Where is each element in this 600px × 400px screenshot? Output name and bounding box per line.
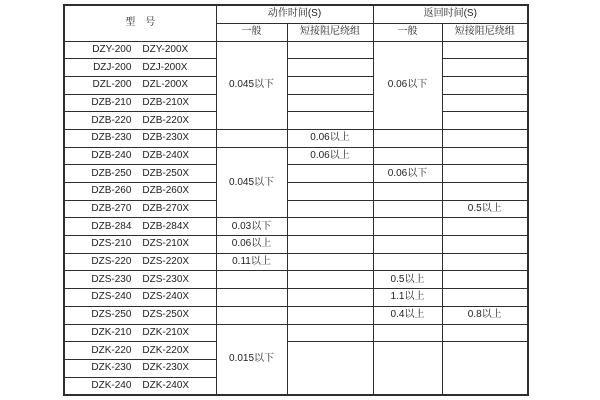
model-cell [64,165,216,183]
header-return-damping: 短接阻尼绕组 [442,23,528,41]
model-cell [64,129,216,147]
table-row [64,41,528,59]
model-name-x: DZK-210X [142,326,190,338]
empty-cell [442,289,528,307]
model-name: DZB-260 [91,185,132,197]
empty-cell [216,129,287,147]
model-cell [64,359,216,377]
empty-cell [442,236,528,254]
value-cell-action-damping: 0.06以上 [287,147,373,165]
value-cell-action-general: 0.03以下 [216,218,287,236]
empty-cell [287,183,373,201]
model-name-x: DZK-220X [142,344,190,356]
model-cell [64,289,216,307]
empty-cell [373,218,442,236]
value-cell-return-general: 0.5以上 [373,271,442,289]
model-name: DZY-200 [92,43,132,55]
table-row [64,324,528,342]
value-cell-action-general: 0.015以下 [216,324,287,395]
relay-timing-spec-table [63,4,529,396]
table-row [64,129,528,147]
value-cell-action-general: 0.045以下 [216,41,287,129]
empty-cell [287,253,373,271]
model-cell [64,59,216,77]
table-row [64,165,528,183]
empty-cell [442,183,528,201]
value-cell-return-general: 0.06以下 [373,41,442,129]
table-row [64,271,528,289]
header-return-general: 一般 [373,23,442,41]
model-cell [64,183,216,201]
empty-cell [442,59,528,77]
empty-cell [442,129,528,147]
model-name-x: DZL-200X [142,79,188,91]
empty-cell [287,59,373,77]
empty-cell [442,76,528,94]
empty-cell [373,253,442,271]
value-cell-action-general: 0.11以上 [216,253,287,271]
empty-cell [373,342,442,395]
model-cell [64,253,216,271]
empty-cell [287,94,373,112]
header-model: 型 号 [64,5,216,41]
model-name-x: DZS-250X [142,309,190,321]
model-name: DZL-200 [92,79,132,91]
empty-cell [442,324,528,342]
model-name: DZK-240 [91,379,132,391]
model-name-x: DZK-240X [142,379,190,391]
model-name: DZS-210 [91,238,132,250]
empty-cell [287,236,373,254]
empty-cell [442,94,528,112]
model-cell [64,236,216,254]
model-cell [64,306,216,324]
model-name: DZB-220 [91,114,132,126]
table-row [64,218,528,236]
model-name: DZB-284 [91,220,132,232]
empty-cell [373,147,442,165]
empty-cell [442,112,528,130]
table-row [64,183,528,201]
empty-cell [373,324,442,342]
model-name-x: DZS-240X [142,291,190,303]
model-cell [64,76,216,94]
model-name: DZS-240 [91,291,132,303]
empty-cell [287,324,373,342]
value-cell-return-damping: 0.8以上 [442,306,528,324]
model-name: DZB-240 [91,149,132,161]
empty-cell [287,342,373,395]
empty-cell [442,165,528,183]
model-name-x: DZJ-200X [142,61,188,73]
value-cell-action-general: 0.045以下 [216,147,287,218]
empty-cell [216,271,287,289]
model-name: DZJ-200 [93,61,132,73]
model-name-x: DZY-200X [142,43,189,55]
empty-cell [216,289,287,307]
model-name: DZS-250 [91,309,132,321]
empty-cell [216,306,287,324]
model-name: DZB-270 [91,203,132,215]
model-name-x: DZB-210X [142,96,190,108]
empty-cell [442,218,528,236]
empty-cell [442,41,528,59]
model-cell [64,271,216,289]
table-row [64,253,528,271]
model-name-x: DZS-230X [142,273,190,285]
empty-cell [442,342,528,395]
model-name-x: DZB-270X [142,203,190,215]
model-cell [64,94,216,112]
model-cell [64,218,216,236]
empty-cell [373,200,442,218]
empty-cell [373,183,442,201]
model-name-x: DZS-220X [142,256,190,268]
header-return-time: 返回时间(S) [373,5,528,23]
model-name: DZB-250 [91,167,132,179]
header-action-damping: 短接阻尼绕组 [287,23,373,41]
empty-cell [442,271,528,289]
header-action-general: 一般 [216,23,287,41]
empty-cell [373,236,442,254]
value-cell-return-general: 0.06以下 [373,165,442,183]
table-row [64,289,528,307]
empty-cell [373,129,442,147]
value-cell-action-damping: 0.06以上 [287,129,373,147]
model-name: DZB-230 [91,132,132,144]
table-row [64,342,528,360]
table-row [64,200,528,218]
empty-cell [287,306,373,324]
model-cell [64,112,216,130]
model-name-x: DZB-284X [142,220,190,232]
model-name: DZK-230 [91,362,132,374]
model-name-x: DZB-250X [142,167,190,179]
model-name: DZB-210 [91,96,132,108]
header-action-time: 动作时间(S) [216,5,373,23]
model-name-x: DZS-210X [142,238,190,250]
model-name-x: DZB-260X [142,185,190,197]
table-row [64,76,528,94]
model-name: DZK-210 [91,326,132,338]
model-cell [64,342,216,360]
empty-cell [287,200,373,218]
value-cell-return-damping: 0.5以上 [442,200,528,218]
model-name-x: DZK-230X [142,362,190,374]
table-row [64,236,528,254]
empty-cell [442,253,528,271]
empty-cell [287,112,373,130]
empty-cell [287,41,373,59]
empty-cell [287,289,373,307]
table-header-row [64,5,528,23]
value-cell-return-general: 0.4以上 [373,306,442,324]
empty-cell [287,165,373,183]
model-name: DZS-220 [91,256,132,268]
table-row [64,306,528,324]
empty-cell [287,218,373,236]
table-row [64,94,528,112]
table-row [64,147,528,165]
model-name-x: DZB-240X [142,149,190,161]
model-name-x: DZB-220X [142,114,190,126]
model-cell [64,200,216,218]
model-name: DZK-220 [91,344,132,356]
model-name-x: DZB-230X [142,132,190,144]
model-cell [64,377,216,395]
model-cell [64,41,216,59]
empty-cell [287,271,373,289]
value-cell-action-general: 0.06以上 [216,236,287,254]
model-cell [64,324,216,342]
model-name: DZS-230 [91,273,132,285]
empty-cell [442,147,528,165]
value-cell-return-general: 1.1以上 [373,289,442,307]
model-cell [64,147,216,165]
empty-cell [287,76,373,94]
table-row [64,59,528,77]
table-row [64,112,528,130]
